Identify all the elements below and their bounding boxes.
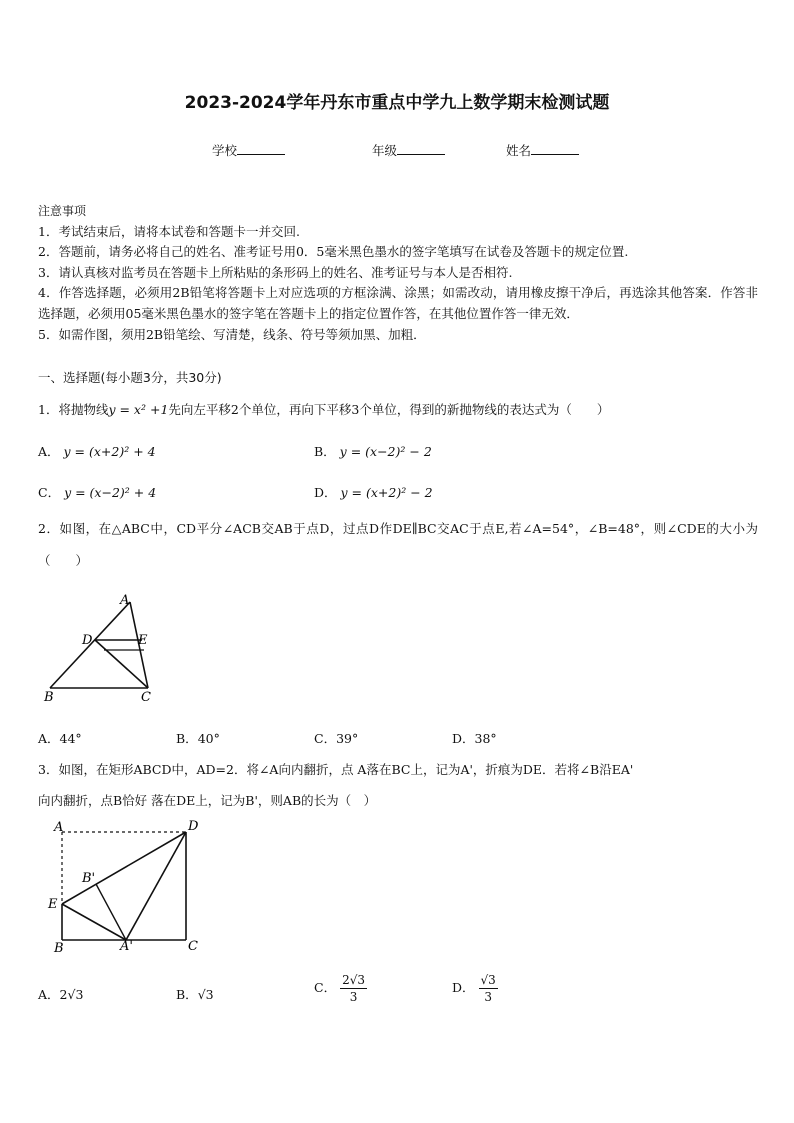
q3-line-2: 向内翻折，点B恰好 落在DE上，记为B'，则AB的长为（ ） (38, 793, 377, 808)
point-a-label: A (54, 820, 64, 835)
q1-option-d[interactable] (314, 483, 433, 501)
q3-option-c-label: C． (314, 980, 337, 995)
point-d-label: D (82, 633, 93, 648)
grade-blank[interactable] (397, 142, 445, 155)
q2-option-c-value: 39° (336, 731, 359, 746)
q2-option-a-label: A． (38, 731, 60, 746)
question-1 (38, 400, 609, 418)
q3-line-1: 3．如图，在矩形ABCD中，AD=2．将∠A向内翻折，点 A落在BC上，记为A'，折痕为DE．若将∠B沿EA' (38, 762, 634, 777)
name-blank[interactable] (531, 142, 579, 155)
q2-option-b-label: B． (176, 731, 198, 746)
q2-triangle-diagram (38, 588, 168, 708)
q2-option-d[interactable] (452, 729, 497, 747)
q3-option-c-numerator: 2√3 (342, 973, 365, 987)
q1-option-c-label: C． (38, 485, 61, 500)
q3-rectangle-diagram (44, 816, 214, 956)
point-e-label: E (138, 633, 148, 648)
q1-option-d-label: D． (314, 485, 337, 500)
q3-option-d-fraction (479, 972, 498, 1005)
notice-heading: 注意事项 (38, 204, 87, 218)
q1-option-b[interactable] (314, 442, 432, 460)
q1-option-c-expr: y = (x−2)² + 4 (64, 485, 157, 500)
point-d-label: D (188, 819, 199, 834)
q2-option-d-label: D． (452, 731, 475, 746)
q3-option-a[interactable] (38, 985, 83, 1003)
point-c-label: C (188, 939, 198, 954)
notice-item-2: 2．答题前，请务必将自己的姓名、准考证号用0．5毫米黑色墨水的签字笔填写在试卷及答题卡的规定位置. (38, 244, 629, 260)
point-b-prime-label: B' (82, 871, 96, 886)
q3-option-d-numerator: √3 (480, 973, 496, 987)
q3-option-c-fraction (340, 972, 367, 1005)
segment-a-prime-d (126, 832, 186, 940)
q1-pre: 1．将抛物线 (38, 402, 109, 417)
q2-text: 2．如图，在△ABC中，CD平分∠ACB交AB于点D，过点D作DE∥BC交AC于点E,若∠A=54°，∠B=48°，则∠CDE的大小为（ ） (38, 521, 758, 568)
notice-item-1: 1．考试结束后，请将本试卷和答题卡一并交回. (38, 223, 300, 239)
point-b-label: B (54, 941, 64, 956)
q1-option-b-label: B． (314, 444, 336, 459)
point-b-label: B (44, 690, 54, 705)
grade-label: 年级 (372, 143, 398, 158)
notice-item-5: 5．如需作图，须用2B铅笔绘、写清楚，线条、符号等须加黑、加粗． (38, 326, 426, 342)
school-field (212, 141, 285, 159)
q2-option-b-value: 40° (197, 731, 220, 746)
q1-option-a[interactable] (38, 442, 156, 460)
q3-option-d-denominator: 3 (484, 990, 492, 1004)
q3-option-d[interactable] (452, 972, 498, 1005)
name-field (506, 141, 579, 159)
q3-option-b[interactable] (176, 985, 214, 1003)
q1-option-c[interactable] (38, 483, 156, 501)
q2-option-a[interactable] (38, 729, 82, 747)
notice-block (38, 201, 758, 345)
name-label: 姓名 (506, 143, 532, 158)
q3-option-a-label: A． (38, 987, 60, 1002)
q2-option-c[interactable] (314, 729, 358, 747)
notice-item-3: 3．请认真核对监考员在答题卡上所粘贴的条形码上的姓名、准考证号与本人是否相符. (38, 264, 513, 280)
point-a-prime-label: A' (120, 939, 133, 954)
q1-option-b-expr: y = (x−2)² − 2 (339, 444, 432, 459)
q1-option-a-label: A． (38, 444, 60, 459)
point-a-label: A (120, 593, 130, 608)
q3-option-c[interactable] (314, 972, 367, 1005)
q2-option-c-label: C． (314, 731, 337, 746)
q1-option-a-expr: y = (x+2)² + 4 (63, 444, 156, 459)
q1-option-d-expr: y = (x+2)² − 2 (340, 485, 433, 500)
school-blank[interactable] (237, 142, 285, 155)
section-heading: 一、选择题(每小题3分，共30分) (38, 370, 222, 385)
question-2 (38, 513, 758, 577)
q3-option-b-value: √3 (197, 987, 214, 1002)
point-c-label: C (141, 690, 151, 705)
notice-item-4: 4．作答选择题，必须用2B铅笔将答题卡上对应选项的方框涂满、涂黑；如需改动，请用橡皮擦干净后，再选涂其他答案．作答非选择题，必须用05毫米黑色墨水的签字笔在答题卡上的指定位置作答，在其他位置作答一律无效． (38, 285, 758, 321)
q2-option-b[interactable] (176, 729, 220, 747)
q1-post: 先向左平移2个单位，再向下平移3个单位，得到的新抛物线的表达式为（ ） (168, 402, 610, 417)
page-title: 2023-2024学年丹东市重点中学九上数学期末检测试题 (184, 93, 610, 113)
school-label: 学校 (212, 143, 238, 158)
q1-expr: y = x² +1 (108, 402, 169, 417)
q3-option-c-denominator: 3 (349, 990, 358, 1004)
q2-option-d-value: 38° (474, 731, 497, 746)
grade-field (372, 141, 445, 159)
q3-option-d-label: D． (452, 980, 475, 995)
q3-option-b-label: B． (176, 987, 198, 1002)
segment-ed (62, 832, 186, 904)
point-e-label: E (48, 897, 58, 912)
q2-option-a-value: 44° (59, 731, 82, 746)
q3-option-a-value: 2√3 (59, 987, 84, 1002)
